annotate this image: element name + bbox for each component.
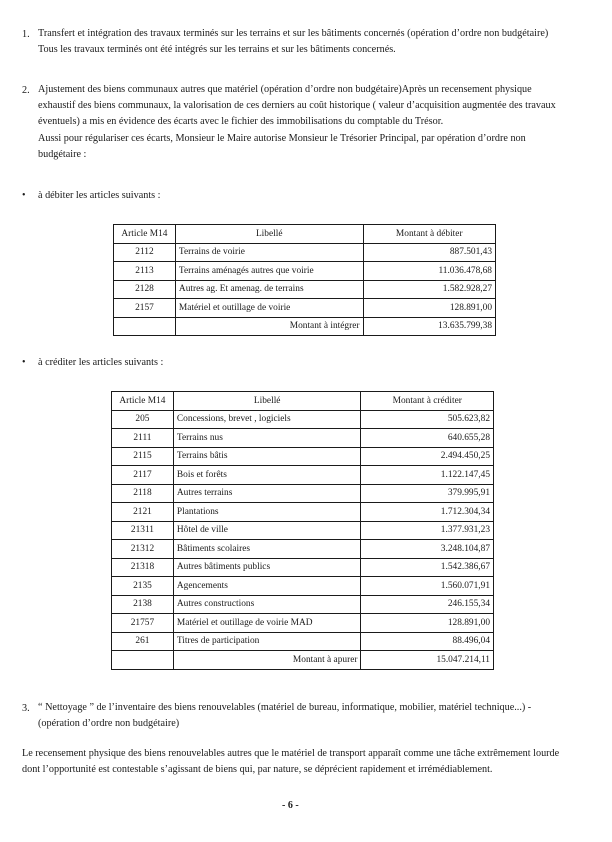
section-2-line: éventuels) a mis en évidence des écarts avec le fichier des immobilisations du comptable du Trésor.	[38, 116, 444, 128]
table-row	[112, 447, 494, 466]
cell-article: 2128	[114, 280, 176, 299]
cell-montant: 128.891,00	[363, 299, 495, 318]
cell-article: 2115	[112, 447, 174, 466]
table-row	[112, 410, 494, 429]
section-1-number: 1.	[22, 29, 30, 40]
table-row	[114, 243, 496, 262]
total-label: Montant à intégrer	[175, 317, 363, 336]
closing-paragraph	[22, 746, 559, 778]
table-row	[112, 577, 494, 596]
cell-libelle: Agencements	[173, 577, 361, 596]
cell-montant: 379.995,91	[361, 484, 494, 503]
cell-montant: 1.560.071,91	[361, 577, 494, 596]
cell-montant: 640.655,28	[361, 429, 494, 448]
cell-montant: 505.623,82	[361, 410, 494, 429]
cell-article: 21311	[112, 521, 174, 540]
table-row	[114, 280, 496, 299]
credit-table	[111, 391, 494, 670]
cell-article: 2117	[112, 466, 174, 485]
cell-libelle: Autres bâtiments publics	[173, 558, 361, 577]
table-row	[112, 632, 494, 651]
section-1-text	[38, 26, 548, 58]
section-2-text	[38, 82, 556, 163]
closing-line: Le recensement physique des biens renouvelables autres que le matériel de transport apparaît comme une tâche extrêmement lourde	[22, 748, 560, 759]
cell-libelle: Titres de participation	[173, 632, 361, 651]
cell-montant: 1.122.147,45	[361, 466, 494, 485]
cell-libelle: Terrains bâtis	[173, 447, 361, 466]
cell-montant: 3.248.104,87	[361, 540, 494, 559]
blank-cell	[114, 317, 176, 336]
table-row	[114, 262, 496, 281]
section-2-line: budgétaire :	[38, 148, 87, 160]
section-1-line: Tous les travaux terminés ont été intégrés sur les terrains et sur les bâtiments concernés.	[38, 44, 396, 56]
section-2-line: Ajustement des biens communaux autres que matériel (opération d’ordre non budgétaire)Après un recensement physique	[38, 84, 532, 95]
cell-libelle: Bâtiments scolaires	[173, 540, 361, 559]
table-row	[112, 558, 494, 577]
cell-article: 205	[112, 410, 174, 429]
section-2-line: exhaustif des biens communaux, la valorisation de ces derniers au coût historique ( valeur d’acquisition augmentée des travaux	[38, 100, 556, 112]
cell-article: 21312	[112, 540, 174, 559]
cell-libelle: Terrains de voirie	[175, 243, 363, 262]
section-2-number: 2.	[22, 85, 30, 96]
cell-montant: 246.155,34	[361, 595, 494, 614]
cell-montant: 1.712.304,34	[361, 503, 494, 522]
section-2-line: Aussi pour régulariser ces écarts, Monsieur le Maire autorise Monsieur le Trésorier Principal, par opération d’ordre non	[38, 132, 526, 144]
total-value: 15.047.214,11	[361, 651, 494, 670]
blank-cell	[112, 651, 174, 670]
table-row	[112, 484, 494, 503]
section-3-text	[38, 700, 531, 732]
section-3-number: 3.	[22, 703, 30, 714]
table-row	[112, 466, 494, 485]
cell-libelle: Hôtel de ville	[173, 521, 361, 540]
cell-libelle: Bois et forêts	[173, 466, 361, 485]
total-label: Montant à apurer	[173, 651, 361, 670]
page-number: - 6 -	[282, 800, 299, 811]
cell-article: 21318	[112, 558, 174, 577]
table-row	[112, 595, 494, 614]
section-3-line: (opération d’ordre non budgétaire)	[38, 718, 180, 730]
cell-article: 2111	[112, 429, 174, 448]
table-row	[114, 299, 496, 318]
table-total-row	[114, 317, 496, 336]
table-row	[112, 429, 494, 448]
table-row	[112, 614, 494, 633]
cell-libelle: Autres constructions	[173, 595, 361, 614]
cell-article: 2118	[112, 484, 174, 503]
table-total-row	[112, 651, 494, 670]
cell-libelle: Autres terrains	[173, 484, 361, 503]
cell-article: 2138	[112, 595, 174, 614]
cell-article: 2157	[114, 299, 176, 318]
cell-article: 2112	[114, 243, 176, 262]
cell-montant: 88.496,04	[361, 632, 494, 651]
cell-montant: 887.501,43	[363, 243, 495, 262]
table-row	[112, 503, 494, 522]
debit-label: à débiter les articles suivants :	[38, 190, 161, 201]
column-header-montant: Montant à débiter	[363, 225, 495, 244]
cell-montant: 11.036.478,68	[363, 262, 495, 281]
cell-montant: 1.582.928,27	[363, 280, 495, 299]
column-header-libelle: Libellé	[175, 225, 363, 244]
cell-montant: 2.494.450,25	[361, 447, 494, 466]
table-row	[112, 540, 494, 559]
cell-article: 261	[112, 632, 174, 651]
cell-libelle: Concessions, brevet , logiciels	[173, 410, 361, 429]
cell-libelle: Terrains aménagés autres que voirie	[175, 262, 363, 281]
section-3-line: “ Nettoyage ” de l’inventaire des biens renouvelables (matériel de bureau, informatique, mobilier, matériel technique...) -	[38, 702, 532, 713]
cell-libelle: Matériel et outillage de voirie MAD	[173, 614, 361, 633]
closing-line: dont l’opportunité est contestable s’agissant de biens qui, par nature, se déprécient rapidement et irrémédiablement.	[22, 764, 493, 776]
bullet-icon: •	[22, 357, 26, 368]
total-value: 13.635.799,38	[363, 317, 495, 336]
cell-montant: 128.891,00	[361, 614, 494, 633]
cell-article: 2135	[112, 577, 174, 596]
table-row	[112, 521, 494, 540]
cell-libelle: Plantations	[173, 503, 361, 522]
cell-libelle: Autres ag. Et amenag. de terrains	[175, 280, 363, 299]
table-header-row	[114, 225, 496, 244]
cell-montant: 1.542.386,67	[361, 558, 494, 577]
credit-label: à créditer les articles suivants :	[38, 357, 164, 368]
column-header-article: Article M14	[112, 392, 174, 411]
debit-table	[113, 224, 496, 336]
section-1-line: Transfert et intégration des travaux terminés sur les terrains et sur les bâtiments concernés (opération d’ordre non budgétaire)	[38, 28, 549, 39]
cell-article: 21757	[112, 614, 174, 633]
column-header-libelle: Libellé	[173, 392, 361, 411]
bullet-icon: •	[22, 190, 26, 201]
column-header-montant: Montant à créditer	[361, 392, 494, 411]
table-header-row	[112, 392, 494, 411]
cell-article: 2113	[114, 262, 176, 281]
cell-libelle: Matériel et outillage de voirie	[175, 299, 363, 318]
cell-montant: 1.377.931,23	[361, 521, 494, 540]
cell-libelle: Terrains nus	[173, 429, 361, 448]
cell-article: 2121	[112, 503, 174, 522]
column-header-article: Article M14	[114, 225, 176, 244]
